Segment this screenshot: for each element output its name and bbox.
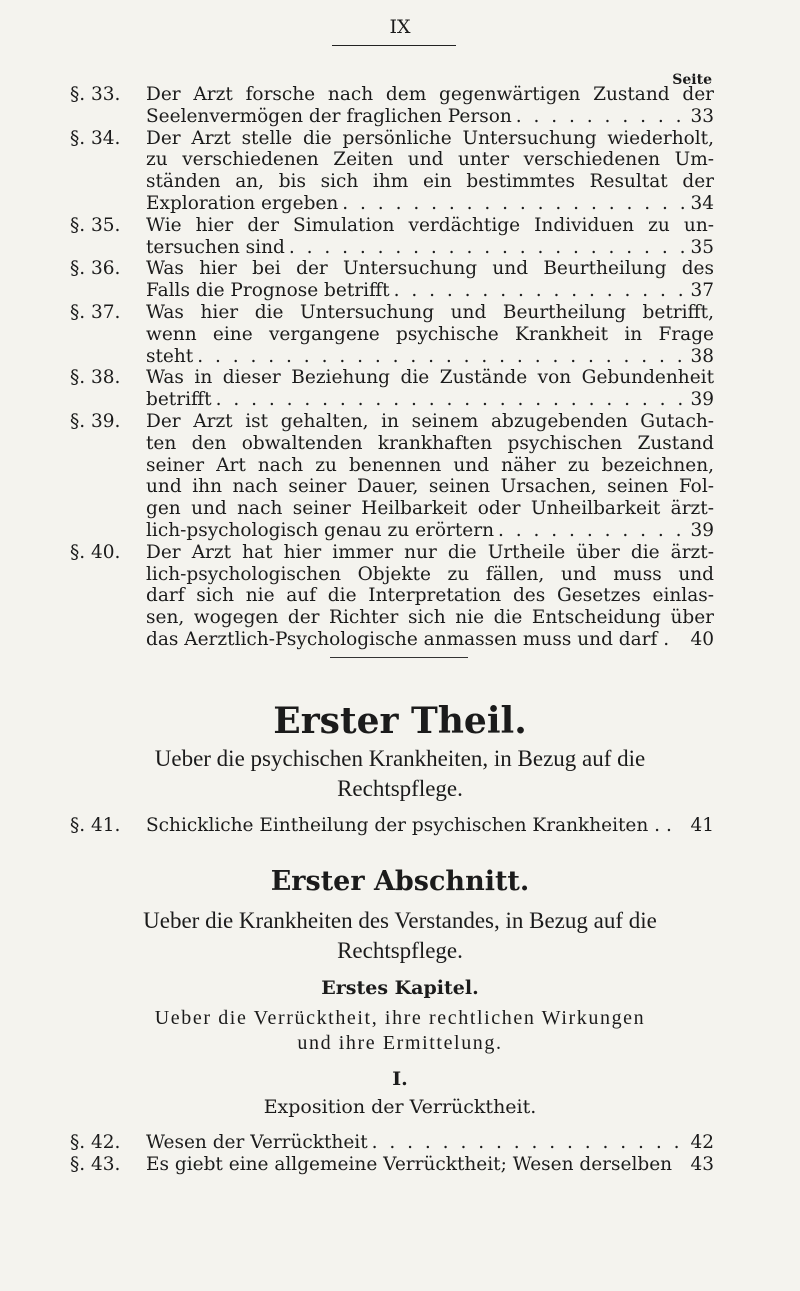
toc-entry (70, 215, 714, 259)
toc-entry-page: 39 (690, 389, 714, 411)
toc-entry-line: zu verschiedenen Zeiten und unter verschiedenen Um- (146, 149, 714, 171)
toc-entry-line: Wesen der Verrücktheit (146, 1132, 368, 1153)
toc-entry-line: tersuchen sind (146, 236, 285, 258)
dot-leader (516, 106, 687, 128)
dot-leader (216, 389, 687, 411)
toc-entry-line: ständen an, bis sich ihm ein bestimmtes Resultat der (146, 171, 714, 193)
toc-entry-text (146, 367, 714, 411)
toc-entry-page: 37 (690, 280, 714, 302)
toc-entry-page: 40 (690, 628, 714, 650)
toc-entry-line: ten den obwaltenden krankhaften psychischen Zustand (146, 432, 714, 454)
toc-entry-last-line (146, 280, 714, 302)
toc-entry-last-line (146, 1154, 714, 1176)
toc-entry-last-line (146, 193, 714, 215)
kapitel-subtitle (60, 1006, 740, 1056)
toc-entry-number: §. 35. (70, 214, 121, 236)
toc-entry-line: Was hier bei der Untersuchung und Beurtheilung des (146, 258, 714, 280)
toc-entry (70, 542, 714, 651)
part-title: Erster Theil. (273, 700, 527, 742)
toc-entry-text (146, 1132, 714, 1154)
section-divider-rule (330, 657, 468, 658)
part-subtitle (60, 744, 740, 804)
dot-leader (372, 1132, 687, 1154)
toc-entry-number: §. 41. (70, 815, 121, 836)
toc-entry (70, 128, 714, 215)
toc-entry-line: Was in dieser Beziehung die Zustände von Gebundenheit (146, 367, 714, 389)
toc-entry (70, 815, 714, 837)
abschnitt-subtitle-line: Rechtspflege. (337, 938, 463, 963)
toc-entry (70, 302, 714, 367)
toc-entry-line: Der Arzt stelle die persönliche Untersuchung wiederholt, (146, 127, 714, 149)
kapitel-subtitle-line: Ueber die Verrücktheit, ihre rechtlichen Wirkungen (154, 1007, 646, 1029)
toc-entry-number: §. 38. (70, 367, 121, 389)
toc-entry-last-line (146, 237, 714, 259)
toc-entry-page: 33 (690, 105, 714, 127)
toc-entry-last-line (146, 520, 714, 542)
toc-entry-last-line (146, 389, 714, 411)
toc-entry-page: 34 (690, 192, 714, 214)
toc-entry-line: Der Arzt forsche nach dem gegenwärtigen Zustand der (146, 84, 714, 105)
toc-entry-line: seiner Art nach zu benennen und näher zu bezeichnen, (146, 454, 714, 476)
toc-entry-text (146, 1154, 714, 1176)
toc-entry-line: sen, wogegen der Richter sich nie die Entscheidung über (146, 607, 714, 629)
toc-entry-line: und ihn nach seiner Dauer, seinen Ursachen, seinen Fol- (146, 476, 714, 498)
toc-entry-line: Seelenvermögen der fraglichen Person (146, 105, 512, 127)
toc-entry-line: Der Arzt ist gehalten, in seinem abzugebenden Gutach- (146, 411, 714, 432)
toc-entry-number: §. 40. (70, 541, 121, 563)
toc-entry-last-line (146, 106, 714, 128)
seite-column-label: Seite (672, 72, 712, 88)
toc-entry (70, 411, 714, 542)
abschnitt-subtitle (60, 906, 740, 966)
toc-entry-last-line (146, 815, 714, 837)
toc-entry-text (146, 258, 714, 302)
dot-leader (498, 520, 686, 542)
section-number: I. (392, 1068, 408, 1090)
toc-entry-line: Schickliche Eintheilung der psychischen Krankheiten . . (146, 815, 672, 836)
toc-entry-page: 42 (690, 1132, 714, 1153)
toc-entry-line: Wie hier der Simulation verdächtige Individuen zu un- (146, 214, 714, 236)
toc-entry (70, 1154, 714, 1176)
toc-entry-line: das Aerztlich-Psychologische anmassen muss und darf . (146, 628, 670, 650)
toc-entry-number: §. 43. (70, 1153, 121, 1175)
toc-entry-text (146, 215, 714, 259)
toc-entry-line: steht (146, 345, 194, 367)
toc-entry-text (146, 128, 714, 215)
toc-entry-line: betrifft (146, 389, 212, 411)
toc-entry-text (146, 815, 714, 837)
dot-leader (197, 346, 686, 368)
toc-entry-text (146, 542, 714, 651)
kapitel-subtitle-line: und ihre Ermittelung. (297, 1032, 503, 1054)
dot-leader (342, 193, 686, 215)
toc-entry-line: gen und nach seiner Heilbarkeit oder Unheilbarkeit ärzt- (146, 498, 714, 520)
toc-entry-last-line (146, 629, 714, 651)
toc-entry-number: §. 39. (70, 411, 121, 432)
toc-entry-line: wenn eine vergangene psychische Krankheit in Frage (146, 323, 714, 345)
toc-entry-number: §. 34. (70, 127, 121, 149)
part-subtitle-line: Ueber die psychischen Krankheiten, in Bezug auf die (154, 746, 646, 771)
part-subtitle-line: Rechtspflege. (337, 776, 463, 801)
abschnitt-subtitle-line: Ueber die Krankheiten des Verstandes, in Bezug auf die (143, 908, 657, 933)
header-rule (332, 45, 456, 46)
toc-entry-line: Was hier die Untersuchung und Beurtheilung betrifft, (146, 302, 714, 323)
page-number: IX (389, 16, 411, 38)
dot-leader (289, 237, 687, 259)
toc-entry-line: darf sich nie auf die Interpretation des Gesetzes einlas- (146, 585, 714, 607)
toc-entry-line: lich-psychologisch genau zu erörtern (146, 519, 495, 541)
abschnitt-title: Erster Abschnitt. (270, 866, 530, 897)
toc-entry-page: 43 (690, 1153, 714, 1175)
toc-entry-text (146, 411, 714, 542)
toc-entry-text (146, 84, 714, 128)
toc-entry-page: 39 (690, 519, 714, 541)
toc-entry-number: §. 33. (70, 84, 121, 105)
toc-entry (70, 258, 714, 302)
section-title: Exposition der Verrücktheit. (263, 1096, 537, 1118)
toc-entry-line: Falls die Prognose betrifft (146, 280, 390, 302)
toc-entry-number: §. 42. (70, 1132, 121, 1153)
toc-entry-number: §. 36. (70, 258, 121, 280)
toc-entry-line: Der Arzt hat hier immer nur die Urtheile über die ärzt- (146, 541, 714, 563)
toc-entry-page: 38 (690, 345, 714, 367)
toc-entry-last-line (146, 346, 714, 368)
dot-leader (394, 280, 687, 302)
toc-entry-text (146, 302, 714, 367)
toc-entry-line: Exploration ergeben (146, 192, 339, 214)
toc-entry-line: lich-psychologischen Objekte zu fällen, und muss und (146, 563, 714, 585)
toc-entry (70, 367, 714, 411)
toc-entry (70, 1132, 714, 1154)
toc-entry-number: §. 37. (70, 302, 121, 323)
toc-entry-line: Es giebt eine allgemeine Verrücktheit; Wesen derselben (146, 1153, 673, 1175)
toc-entry-page: 41 (690, 815, 714, 836)
toc-entry-last-line (146, 1132, 714, 1154)
toc-entry (70, 84, 714, 128)
toc-entry-page: 35 (690, 236, 714, 258)
kapitel-title: Erstes Kapitel. (321, 977, 479, 999)
